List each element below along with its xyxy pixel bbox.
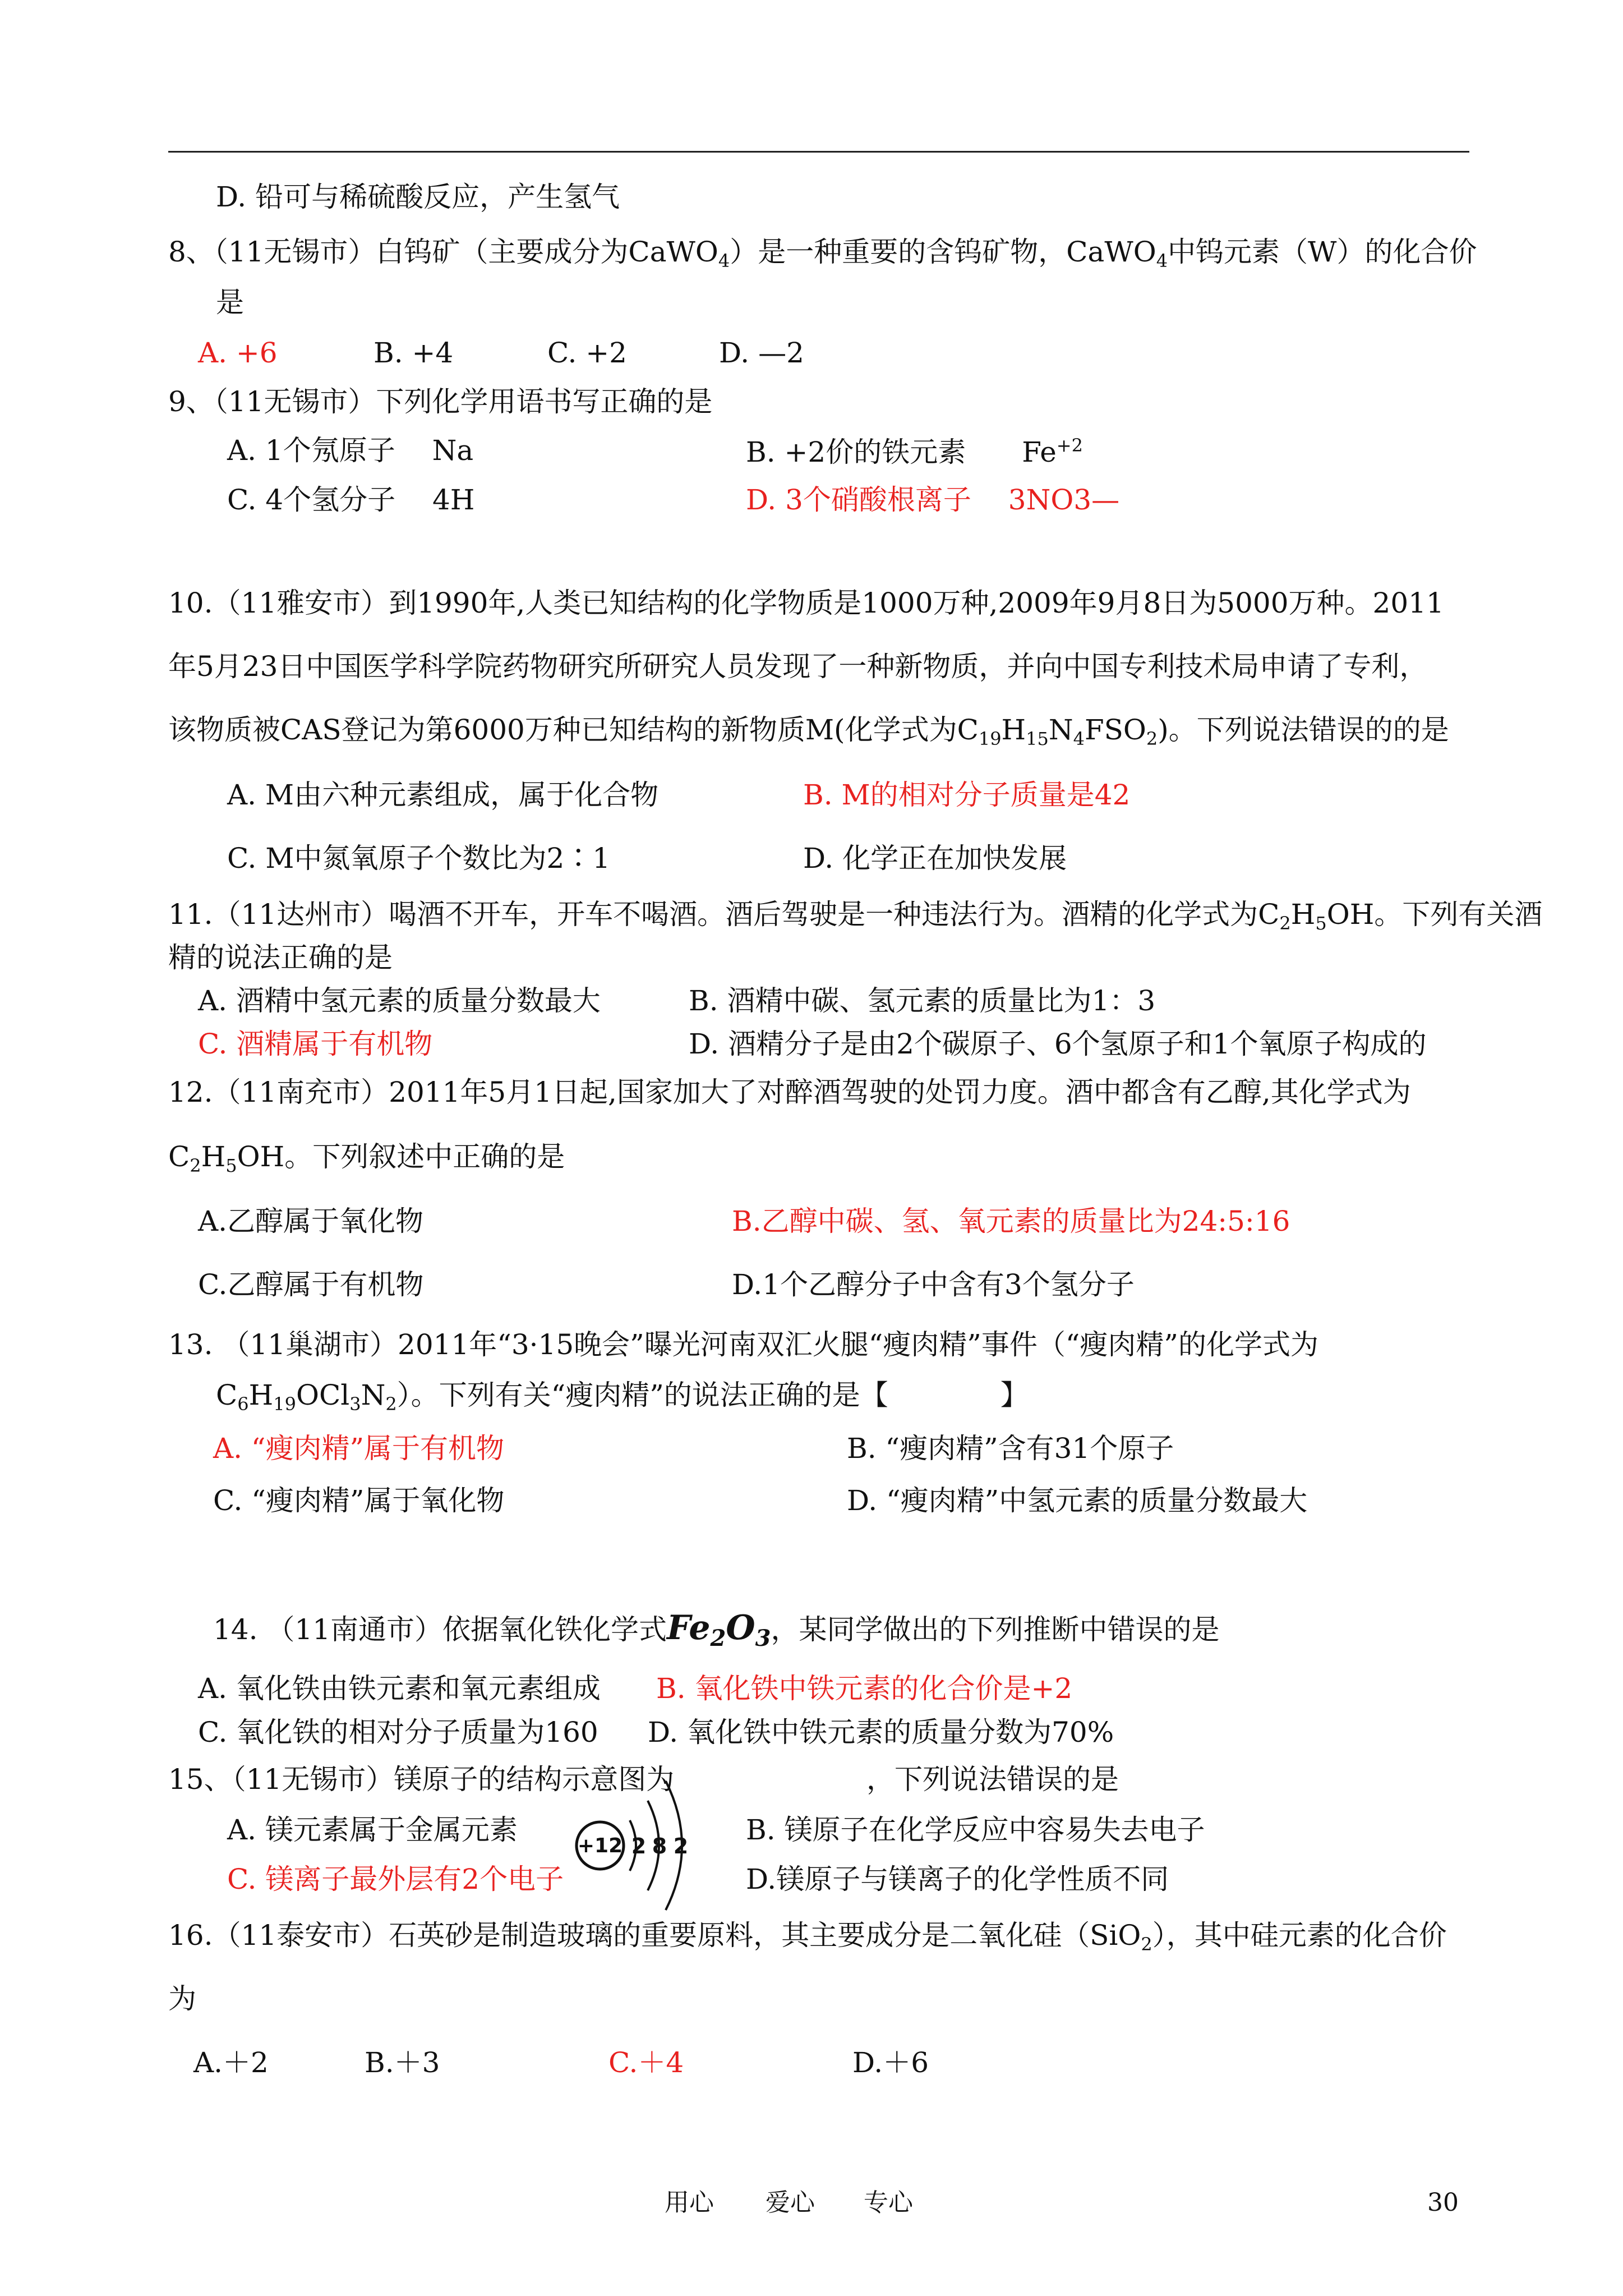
q9-option-b: B. +2价的铁元素 $Fe^{+2}$ [746, 435, 1083, 468]
shell-3-electrons: 2 [673, 1834, 689, 1858]
q11-option-b: B. 酒精中碳、氢元素的质量比为1：3 [689, 984, 1156, 1017]
q12-option-a: A.乙醇属于氧化物 [198, 1205, 424, 1237]
q12-stem-line1: 12.（11南充市）2011年5月1日起,国家加大了对醉酒驾驶的处罚力度。酒中都含有乙醇,其化学式为 [168, 1076, 1411, 1108]
header-rule [168, 151, 1469, 153]
page-number: 30 [1427, 2188, 1459, 2217]
q9-option-a: A. 1个氖原子 Na [227, 434, 474, 467]
q14-option-b: B. 氧化铁中铁元素的化合价是+2 [656, 1672, 1073, 1705]
q13-stem-line1: 13. （11巢湖市）2011年“3·15晚会”曝光河南双汇火腿“瘦肉精”事件（“瘦肉精”的化学式为 [168, 1328, 1318, 1361]
q10-stem-line1: 10.（11雅安市）到1990年,人类已知结构的化学物质是1000万种,2009年9月8日为5000万种。2011 [168, 587, 1444, 619]
q13-option-d: D. “瘦肉精”中氢元素的质量分数最大 [847, 1484, 1308, 1517]
q13-option-c: C. “瘦肉精”属于氧化物 [213, 1484, 505, 1517]
q12-option-c: C.乙醇属于有机物 [198, 1268, 424, 1301]
q12-option-b: B.乙醇中碳、氢、氧元素的质量比为24:5:16 [732, 1205, 1290, 1237]
q8-option-b: B. +4 [374, 337, 454, 369]
q11-stem-line2: 精的说法正确的是 [168, 941, 393, 974]
q14-option-d: D. 氧化铁中铁元素的质量分数为70% [648, 1716, 1114, 1749]
q13-stem-line2: $C_6H_{19}OCl_3N_2$）。下列有关“瘦肉精”的说法正确的是【 】 [216, 1379, 1029, 1415]
q14-stem: 14. （11南通市）依据氧化铁化学式$Fe_2O_3$，某同学做出的下列推断中错误的是 [213, 1608, 1220, 1651]
footer-text-2: 爱心 [766, 2188, 815, 2217]
q9-option-d: D. 3个硝酸根离子 3NO3— [746, 484, 1120, 516]
q16-stem-line2: 为 [168, 1982, 196, 2015]
q8-option-c: C. +2 [547, 337, 627, 369]
q15-stem-a: 15、（11无锡市）镁原子的结构示意图为 [168, 1763, 675, 1796]
q8-stem-line2: 是 [216, 286, 244, 319]
q14-option-a: A. 氧化铁由铁元素和氧元素组成 [198, 1672, 601, 1705]
q15-option-a: A. 镁元素属于金属元素 [227, 1814, 518, 1846]
q15-option-d: D.镁原子与镁离子的化学性质不同 [746, 1863, 1169, 1895]
q11-stem-line1: 11.（11达州市）喝酒不开车，开车不喝酒。酒后驾驶是一种违法行为。酒精的化学式为$C_2H_5OH$。下列有关酒 [168, 898, 1543, 934]
q8-option-d: D. —2 [719, 337, 804, 369]
q10-option-b: B. M的相对分子质量是42 [803, 779, 1131, 811]
q7-option-d: D. 铅可与稀硫酸反应，产生氢气 [216, 181, 620, 213]
nucleus-charge: +12 [577, 1834, 623, 1857]
q15-option-b: B. 镁原子在化学反应中容易失去电子 [746, 1814, 1205, 1846]
q16-stem-line1: 16.（11泰安市）石英砂是制造玻璃的重要原料，其主要成分是二氧化硅（SiO$_2$），其中硅元素的化合价 [168, 1919, 1447, 1955]
q8-stem: 8、（11无锡市）白钨矿（主要成分为CaWO$_4$）是一种重要的含钨矿物，CaWO$_4$中钨元素（W）的化合价 [168, 236, 1477, 272]
q11-option-a: A. 酒精中氢元素的质量分数最大 [198, 984, 601, 1017]
iron-oxide-formula: $Fe_2O_3$ [667, 1608, 771, 1651]
q12-option-d: D.1个乙醇分子中含有3个氢分子 [732, 1268, 1135, 1301]
q10-option-a: A. M由六种元素组成，属于化合物 [227, 779, 659, 811]
q13-option-a: A. “瘦肉精”属于有机物 [213, 1432, 505, 1465]
q16-option-b: B.＋3 [365, 2046, 440, 2079]
q10-option-c: C. M中氮氧原子个数比为2∶1 [227, 842, 611, 875]
q11-option-c: C. 酒精属于有机物 [198, 1028, 433, 1060]
q10-option-d: D. 化学正在加快发展 [803, 842, 1067, 875]
shell-1-electrons: 2 [631, 1834, 647, 1858]
q14-option-c: C. 氧化铁的相对分子质量为160 [198, 1716, 598, 1749]
q10-stem-line2: 年5月23日中国医学科学院药物研究所研究人员发现了一种新物质，并向中国专利技术局申请了专利， [168, 650, 1428, 683]
q13-option-b: B. “瘦肉精”含有31个原子 [847, 1432, 1174, 1465]
q11-option-d: D. 酒精分子是由2个碳原子、6个氢原子和1个氧原子构成的 [689, 1028, 1427, 1060]
q9-stem: 9、（11无锡市）下列化学用语书写正确的是 [168, 385, 713, 418]
q15-option-c: C. 镁离子最外层有2个电子 [227, 1863, 564, 1895]
q16-option-a: A.＋2 [193, 2046, 269, 2079]
q9-option-c: C. 4个氢分子 4H [227, 484, 475, 516]
q12-stem-line2: $C_2H_5OH$。下列叙述中正确的是 [168, 1140, 565, 1176]
footer-text-3: 专心 [864, 2188, 913, 2217]
q16-option-c: C.＋4 [608, 2046, 684, 2079]
shell-2-electrons: 8 [652, 1834, 667, 1858]
magnesium-atom-diagram [569, 1767, 704, 1913]
q10-stem-line3: 该物质被CAS登记为第6000万种已知结构的新物质M(化学式为$C_{19}H_{15}N_4FSO_2$)。下列说法错误的的是 [168, 714, 1449, 749]
footer-text-1: 用心 [665, 2188, 714, 2217]
q8-option-a: A. +6 [198, 337, 278, 369]
q15-stem-b: ，下列说法错误的是 [866, 1763, 1119, 1796]
q16-option-d: D.＋6 [852, 2046, 929, 2079]
